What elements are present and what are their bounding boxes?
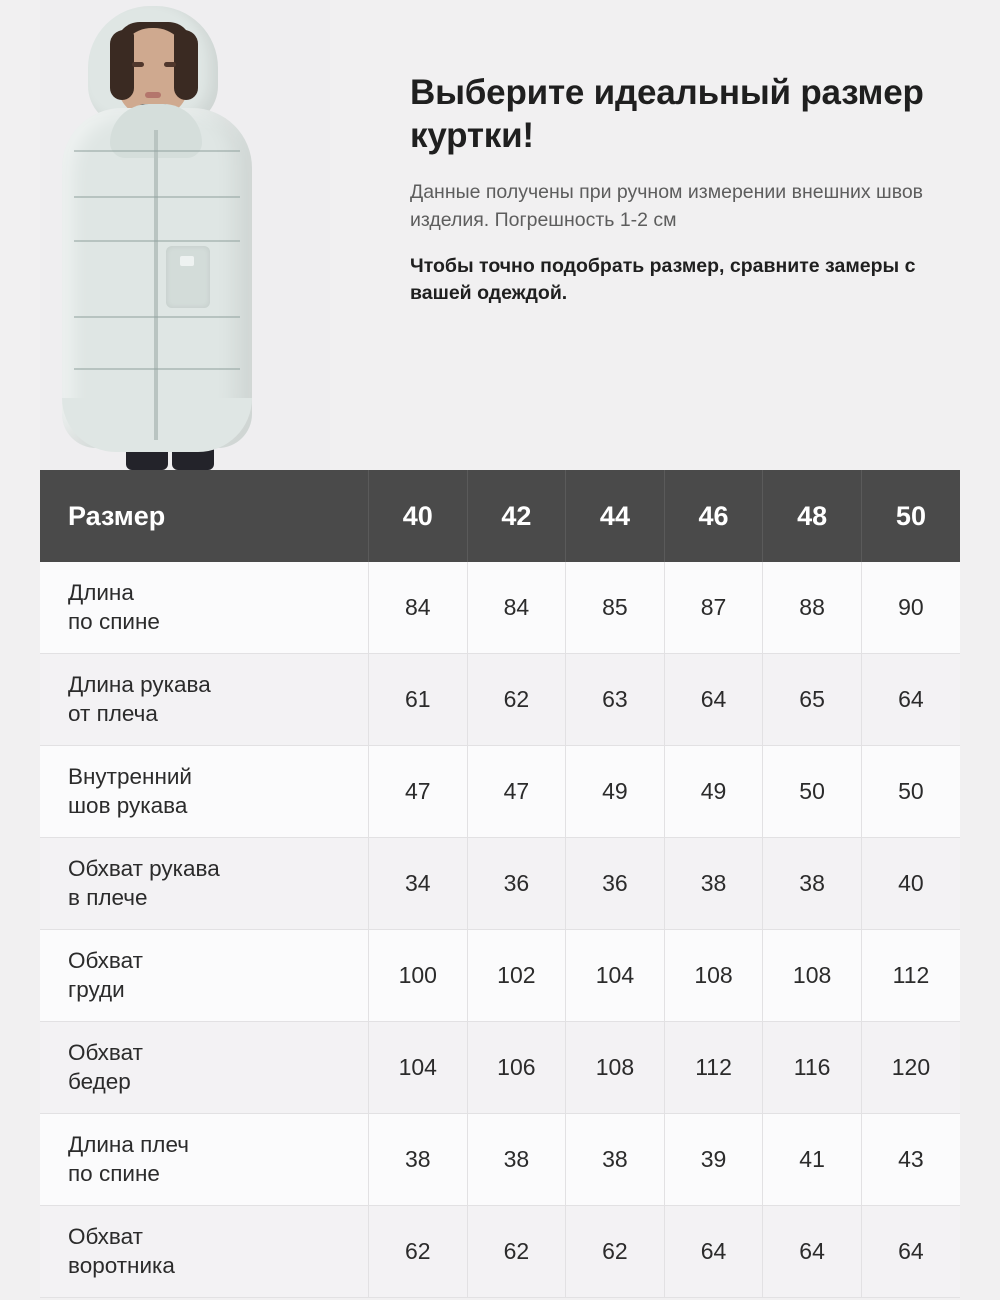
cell-value: 43 xyxy=(861,1114,960,1206)
table-row xyxy=(40,930,960,1022)
row-label xyxy=(40,930,369,1022)
cell-value: 47 xyxy=(467,746,566,838)
row-label xyxy=(40,1114,369,1206)
cell-value: 61 xyxy=(369,654,468,746)
cell-value: 62 xyxy=(369,1206,468,1298)
row-label-line2: в плече xyxy=(68,884,148,910)
row-label-line1: Обхват xyxy=(68,1039,143,1065)
table-row xyxy=(40,1022,960,1114)
cell-value: 38 xyxy=(566,1114,665,1206)
model-hair-right xyxy=(174,30,198,100)
row-label xyxy=(40,838,369,930)
table-row xyxy=(40,654,960,746)
row-label-line1: Длина xyxy=(68,579,134,605)
table-row xyxy=(40,838,960,930)
cell-value: 36 xyxy=(467,838,566,930)
cell-value: 38 xyxy=(763,838,862,930)
jacket-seam xyxy=(74,150,240,152)
cell-value: 84 xyxy=(369,562,468,654)
cell-value: 50 xyxy=(763,746,862,838)
column-header-size-48: 48 xyxy=(763,470,862,562)
row-label xyxy=(40,1022,369,1114)
size-table-head xyxy=(40,470,960,562)
size-table-body xyxy=(40,562,960,1298)
cell-value: 108 xyxy=(566,1022,665,1114)
size-table-container xyxy=(40,470,960,1298)
row-label-line2: по спине xyxy=(68,1160,160,1186)
row-label-line1: Обхват xyxy=(68,947,143,973)
jacket-seam xyxy=(74,196,240,198)
cell-value: 49 xyxy=(664,746,763,838)
cell-value: 62 xyxy=(467,654,566,746)
row-label-line1: Длина плеч xyxy=(68,1131,189,1157)
row-label-line2: по спине xyxy=(68,608,160,634)
cell-value: 112 xyxy=(861,930,960,1022)
jacket-zipper xyxy=(154,130,158,440)
row-label-line1: Длина рукава xyxy=(68,671,211,697)
cell-value: 85 xyxy=(566,562,665,654)
cell-value: 34 xyxy=(369,838,468,930)
cell-value: 38 xyxy=(369,1114,468,1206)
column-header-size-46: 46 xyxy=(664,470,763,562)
row-label-line1: Обхват рукава xyxy=(68,855,220,881)
cell-value: 116 xyxy=(763,1022,862,1114)
model-eye-left xyxy=(132,62,144,67)
row-label xyxy=(40,562,369,654)
model-photo xyxy=(40,0,330,470)
table-row xyxy=(40,1114,960,1206)
measurement-advice: Чтобы точно подобрать размер, сравните замеры с вашей одеждой. xyxy=(410,254,916,305)
column-header-size-40: 40 xyxy=(369,470,468,562)
row-label-line2: груди xyxy=(68,976,125,1002)
cell-value: 47 xyxy=(369,746,468,838)
cell-value: 108 xyxy=(664,930,763,1022)
row-label xyxy=(40,1206,369,1298)
cell-value: 64 xyxy=(763,1206,862,1298)
cell-value: 49 xyxy=(566,746,665,838)
cell-value: 112 xyxy=(664,1022,763,1114)
cell-value: 65 xyxy=(763,654,862,746)
cell-value: 50 xyxy=(861,746,960,838)
hero-text-block xyxy=(410,72,970,308)
measurement-note: Данные получены при ручном измерении внешних швов изделия. Погрешность 1-2 см xyxy=(410,181,924,232)
row-label xyxy=(40,746,369,838)
page-title: Выберите идеальный размер куртки! xyxy=(410,73,924,155)
model-eye-right xyxy=(164,62,176,67)
row-label-line2: от плеча xyxy=(68,700,158,726)
cell-value: 106 xyxy=(467,1022,566,1114)
row-label-line1: Внутренний xyxy=(68,763,193,789)
column-header-size-42: 42 xyxy=(467,470,566,562)
column-header-size-44: 44 xyxy=(566,470,665,562)
table-row xyxy=(40,746,960,838)
jacket-seam xyxy=(74,240,240,242)
cell-value: 102 xyxy=(467,930,566,1022)
row-label-line2: воротника xyxy=(68,1252,175,1278)
cell-value: 62 xyxy=(566,1206,665,1298)
cell-value: 40 xyxy=(861,838,960,930)
cell-value: 120 xyxy=(861,1022,960,1114)
cell-value: 64 xyxy=(664,654,763,746)
table-header-row xyxy=(40,470,960,562)
row-label-line2: шов рукава xyxy=(68,792,188,818)
cell-value: 36 xyxy=(566,838,665,930)
cell-value: 62 xyxy=(467,1206,566,1298)
row-label-line2: бедер xyxy=(68,1068,131,1094)
cell-value: 88 xyxy=(763,562,862,654)
cell-value: 90 xyxy=(861,562,960,654)
column-header-measure: Размер xyxy=(40,470,369,562)
cell-value: 64 xyxy=(861,1206,960,1298)
cell-value: 87 xyxy=(664,562,763,654)
cell-value: 38 xyxy=(664,838,763,930)
row-label-line1: Обхват xyxy=(68,1223,143,1249)
cell-value: 63 xyxy=(566,654,665,746)
size-table xyxy=(40,470,960,1298)
table-row xyxy=(40,562,960,654)
cell-value: 108 xyxy=(763,930,862,1022)
jacket-seam xyxy=(74,368,240,370)
table-row xyxy=(40,1206,960,1298)
jacket-pocket-tab xyxy=(180,256,194,266)
jacket-seam xyxy=(74,316,240,318)
cell-value: 39 xyxy=(664,1114,763,1206)
cell-value: 64 xyxy=(664,1206,763,1298)
hero-section xyxy=(0,0,1000,470)
cell-value: 104 xyxy=(566,930,665,1022)
cell-value: 100 xyxy=(369,930,468,1022)
cell-value: 104 xyxy=(369,1022,468,1114)
column-header-size-50: 50 xyxy=(861,470,960,562)
cell-value: 64 xyxy=(861,654,960,746)
row-label xyxy=(40,654,369,746)
cell-value: 84 xyxy=(467,562,566,654)
cell-value: 41 xyxy=(763,1114,862,1206)
cell-value: 38 xyxy=(467,1114,566,1206)
model-hair-left xyxy=(110,30,134,100)
model-lips xyxy=(145,92,161,98)
